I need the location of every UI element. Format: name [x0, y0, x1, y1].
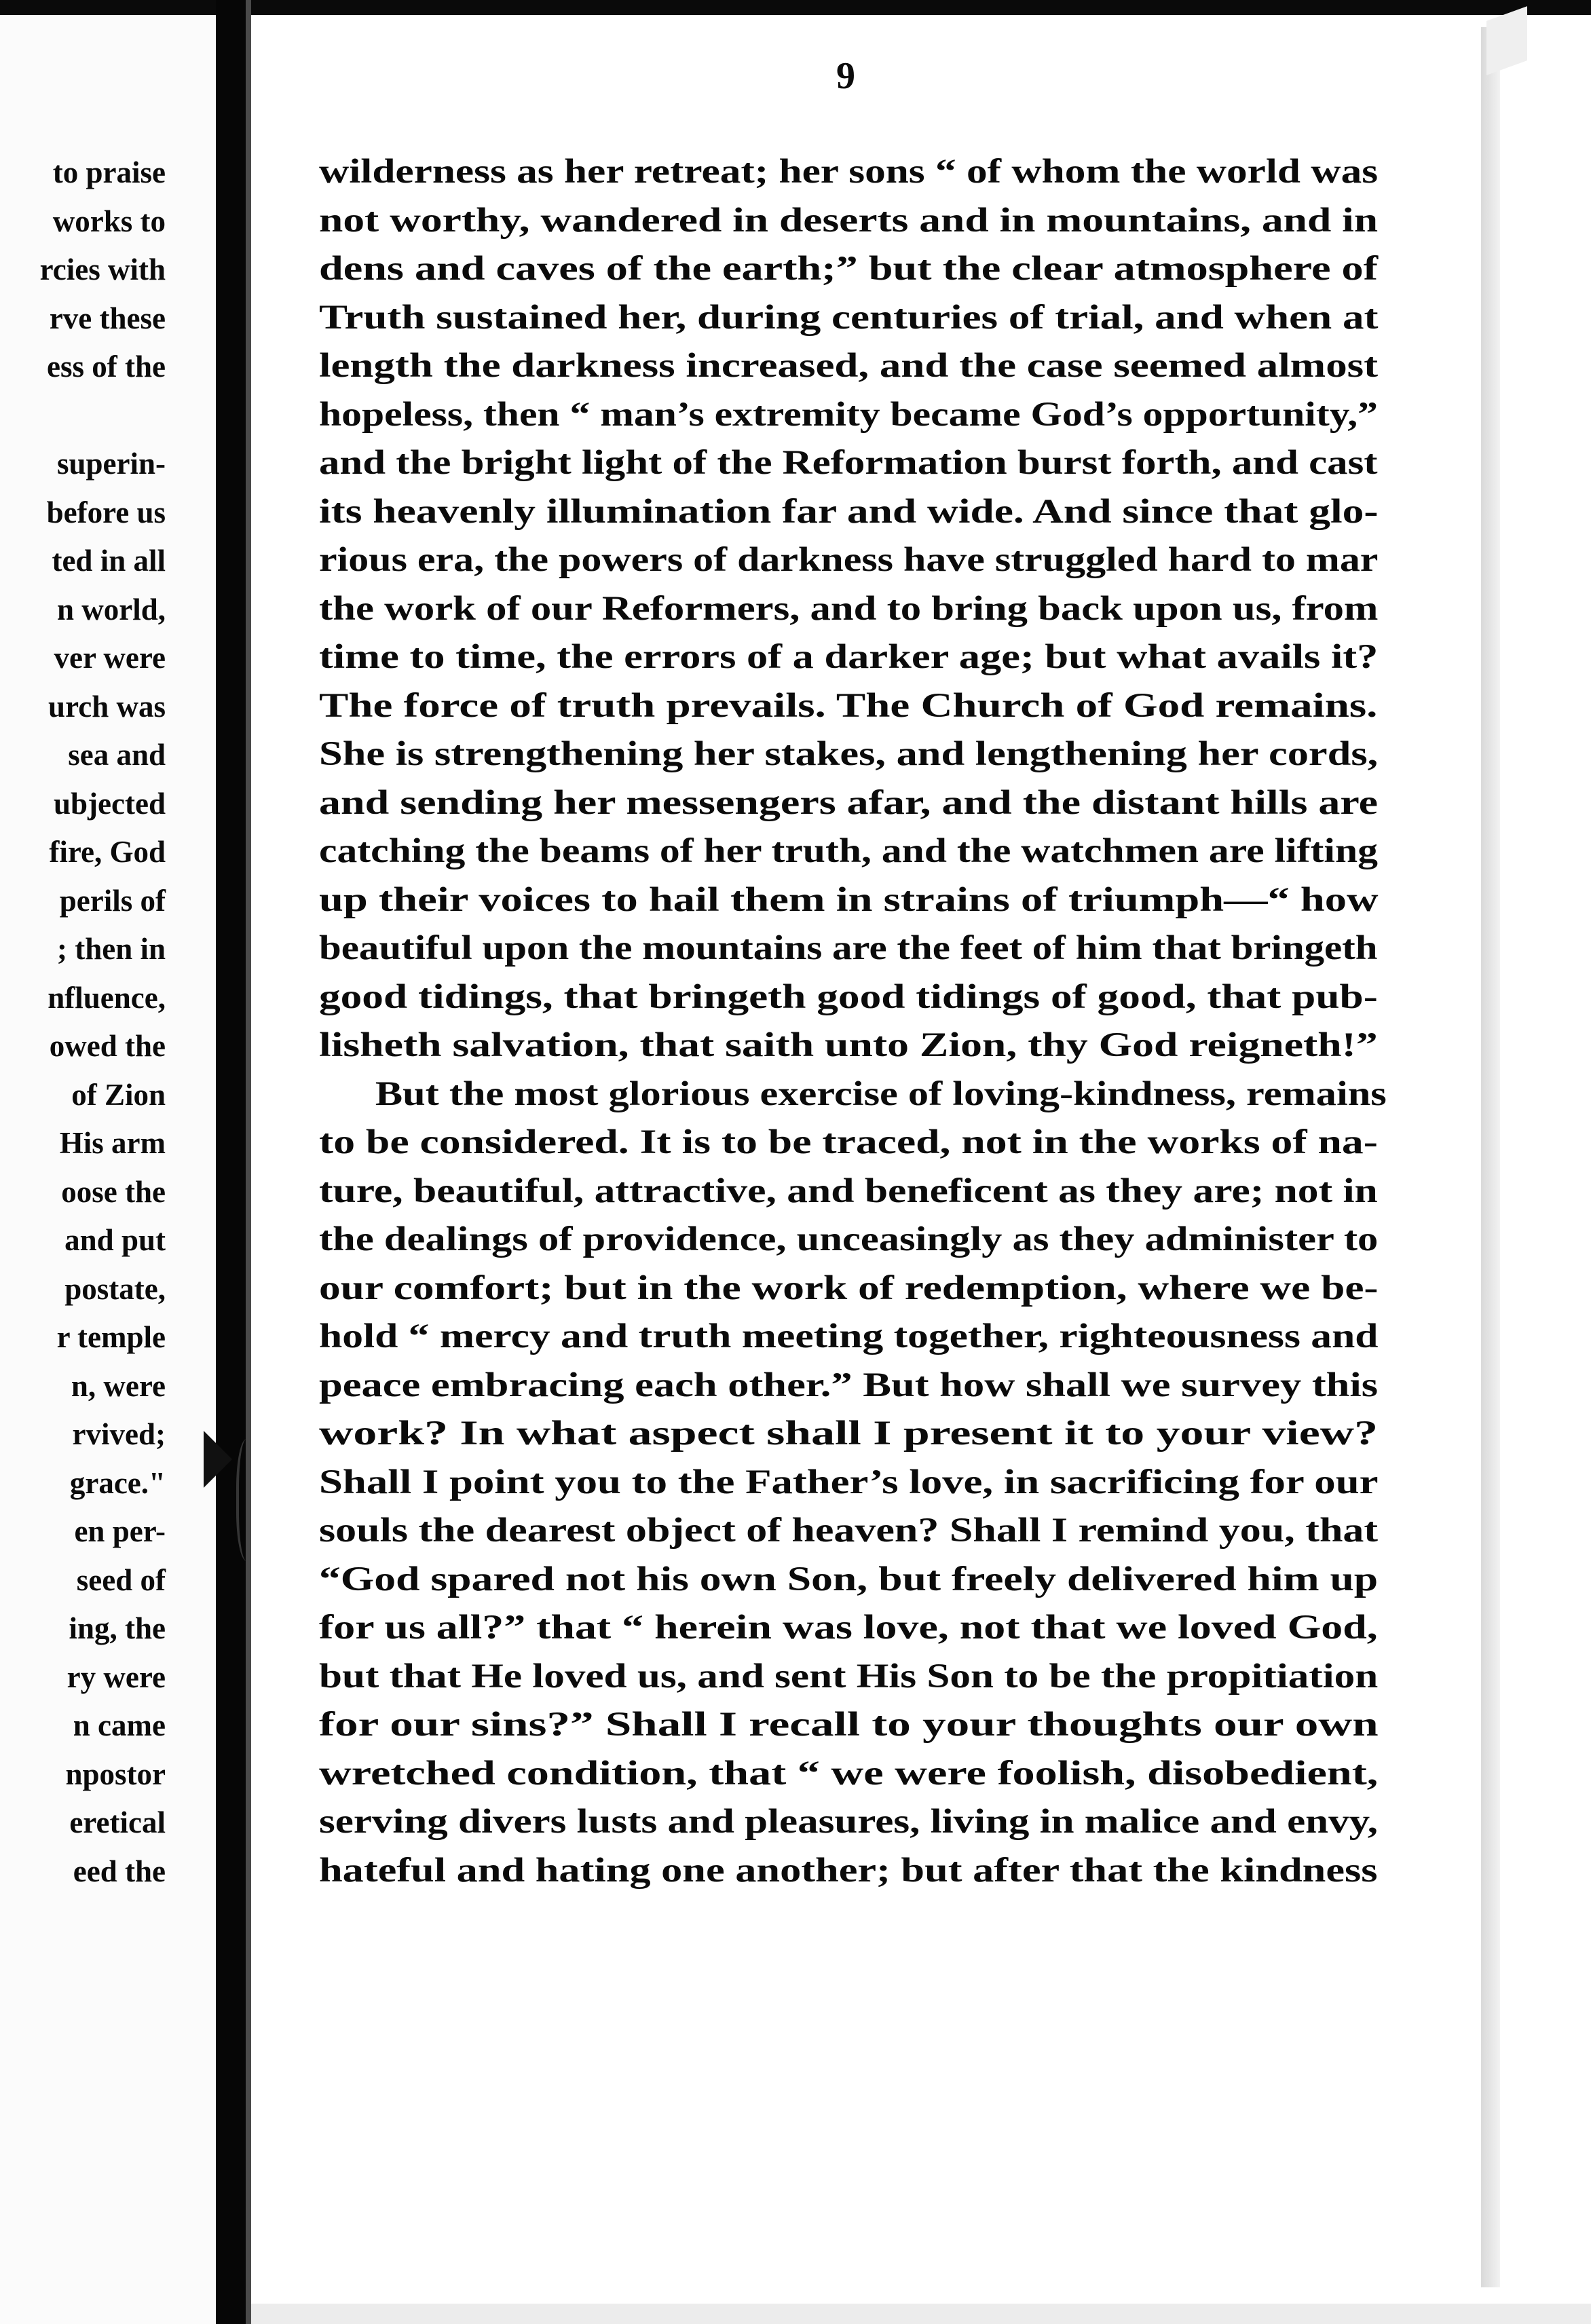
facing-page-line: to praise — [52, 155, 166, 189]
text-line: dens and caves of the earth;” but the clear atmosphere of — [319, 250, 1378, 288]
facing-page-line: r temple — [56, 1320, 166, 1354]
text-line: wretched condition, that “ we were foolish, disobedient, — [319, 1754, 1379, 1793]
facing-page-line: sea and — [68, 738, 166, 772]
facing-page-line: ted in all — [52, 544, 166, 578]
page-edge-shadow — [1481, 27, 1500, 2287]
text-line: and sending her messengers afar, and the distant hills are — [319, 783, 1379, 822]
facing-page-line: ver were — [54, 641, 166, 675]
text-line: for our sins?” Shall I recall to your thoughts our own — [319, 1706, 1379, 1744]
facing-page-line: npostor — [65, 1757, 166, 1791]
facing-page-line: grace." — [69, 1465, 166, 1500]
text-line: time to time, the errors of a darker age; but what avails it? — [319, 638, 1379, 676]
facing-page-line: seed of — [76, 1562, 166, 1597]
facing-page-line: eed the — [73, 1854, 166, 1888]
text-line: work? In what aspect shall I present it to your view? — [319, 1414, 1378, 1452]
text-line: good tidings, that bringeth good tidings of good, that pub- — [319, 977, 1378, 1016]
text-line: wilderness as her retreat; her sons “ of whom the world was — [319, 153, 1379, 191]
facing-page-line: n came — [73, 1708, 166, 1742]
facing-page-line: superin- — [56, 447, 166, 481]
facing-page-line: en per- — [74, 1514, 166, 1548]
facing-page-line: rcies with — [39, 252, 166, 286]
text-line: catching the beams of her truth, and the watchmen are lifting — [319, 832, 1378, 870]
text-line: and the bright light of the Reformation burst forth, and cast — [319, 444, 1378, 482]
page-number: 9 — [836, 55, 855, 97]
facing-page-line: His arm — [59, 1126, 166, 1160]
page-tab-marker — [204, 1431, 232, 1488]
text-line: Truth sustained her, during centuries of trial, and when at — [319, 298, 1379, 337]
text-line: “God spared not his own Son, but freely delivered him up — [319, 1560, 1379, 1598]
facing-page-line: n world, — [56, 592, 166, 626]
facing-page-line: of Zion — [71, 1077, 166, 1112]
facing-page-line: owed the — [49, 1029, 166, 1063]
text-line: up their voices to hail them in strains of triumph—“ how — [319, 880, 1379, 919]
text-line: not worthy, wandered in deserts and in mountains, and in — [319, 201, 1379, 240]
text-line: She is strengthening her stakes, and lengthening her cords, — [319, 735, 1379, 773]
page-edge — [1500, 27, 1591, 2324]
text-line: but that He loved us, and sent His Son to be the propitiation — [319, 1657, 1379, 1695]
facing-page-line: ry were — [67, 1660, 166, 1694]
text-line: our comfort; but in the work of redemption, where we be- — [319, 1269, 1379, 1307]
text-line: hold “ mercy and truth meeting together, righteousness and — [319, 1317, 1379, 1355]
facing-page-line: perils of — [59, 883, 166, 918]
text-line: length the darkness increased, and the case seemed almost — [319, 347, 1379, 385]
text-line: Shall I point you to the Father’s love, in sacrificing for our — [319, 1463, 1379, 1501]
facing-page-line: postate, — [64, 1271, 166, 1306]
facing-page-line: ess of the — [47, 350, 166, 383]
facing-page-line: before us — [46, 495, 166, 529]
paragraph-first-line: But the most glorious exercise of loving-kindness, remains — [375, 1074, 1387, 1113]
facing-page-line: ubjected — [54, 786, 166, 821]
text-line: rious era, the powers of darkness have struggled hard to mar — [319, 541, 1379, 579]
text-line: beautiful upon the mountains are the feet of him that bringeth — [319, 929, 1378, 967]
facing-page-line: eretical — [69, 1805, 166, 1839]
text-line: hateful and hating one another; but after that the kindness — [319, 1851, 1378, 1890]
text-line: the dealings of providence, unceasingly as they administer to — [319, 1220, 1379, 1258]
facing-page-line: ing, the — [69, 1611, 166, 1645]
facing-page-line: n, were — [71, 1368, 166, 1403]
facing-page-line: oose the — [61, 1174, 166, 1209]
gutter-edge — [246, 0, 251, 2324]
text-line: the work of our Reformers, and to bring back upon us, from — [319, 589, 1379, 628]
facing-page-line: urch was — [48, 689, 166, 724]
facing-page-line: fire, God — [49, 835, 166, 869]
text-line: to be considered. It is to be traced, not in the works of na- — [319, 1123, 1378, 1161]
text-line: The force of truth prevails. The Church of God remains. — [319, 686, 1378, 725]
text-line: for us all?” that “ herein was love, not that we loved God, — [319, 1609, 1378, 1647]
facing-page-line: nfluence, — [48, 980, 166, 1015]
text-line: its heavenly illumination far and wide. And since that glo- — [319, 492, 1379, 531]
text-line: ture, beautiful, attractive, and beneficent as they are; not in — [319, 1172, 1378, 1210]
facing-page-line: rve these — [49, 301, 166, 335]
page-bottom-shade — [251, 2304, 1591, 2324]
facing-page-fragment — [0, 15, 216, 2324]
text-line: serving divers lusts and pleasures, living in malice and envy, — [319, 1803, 1378, 1841]
book-gutter — [216, 0, 246, 2324]
text-line: souls the dearest object of heaven? Shall I remind you, that — [319, 1512, 1379, 1550]
text-line: peace embracing each other.” But how shall we survey this — [319, 1366, 1379, 1404]
facing-page-line: rvived; — [72, 1417, 166, 1451]
text-line: lisheth salvation, that saith unto Zion, thy God reigneth!” — [319, 1026, 1378, 1064]
facing-page-line: works to — [52, 204, 166, 238]
text-line: hopeless, then “ man’s extremity became God’s opportunity,” — [319, 395, 1378, 434]
facing-page-line: and put — [64, 1223, 166, 1257]
facing-page-line: ; then in — [56, 932, 166, 966]
